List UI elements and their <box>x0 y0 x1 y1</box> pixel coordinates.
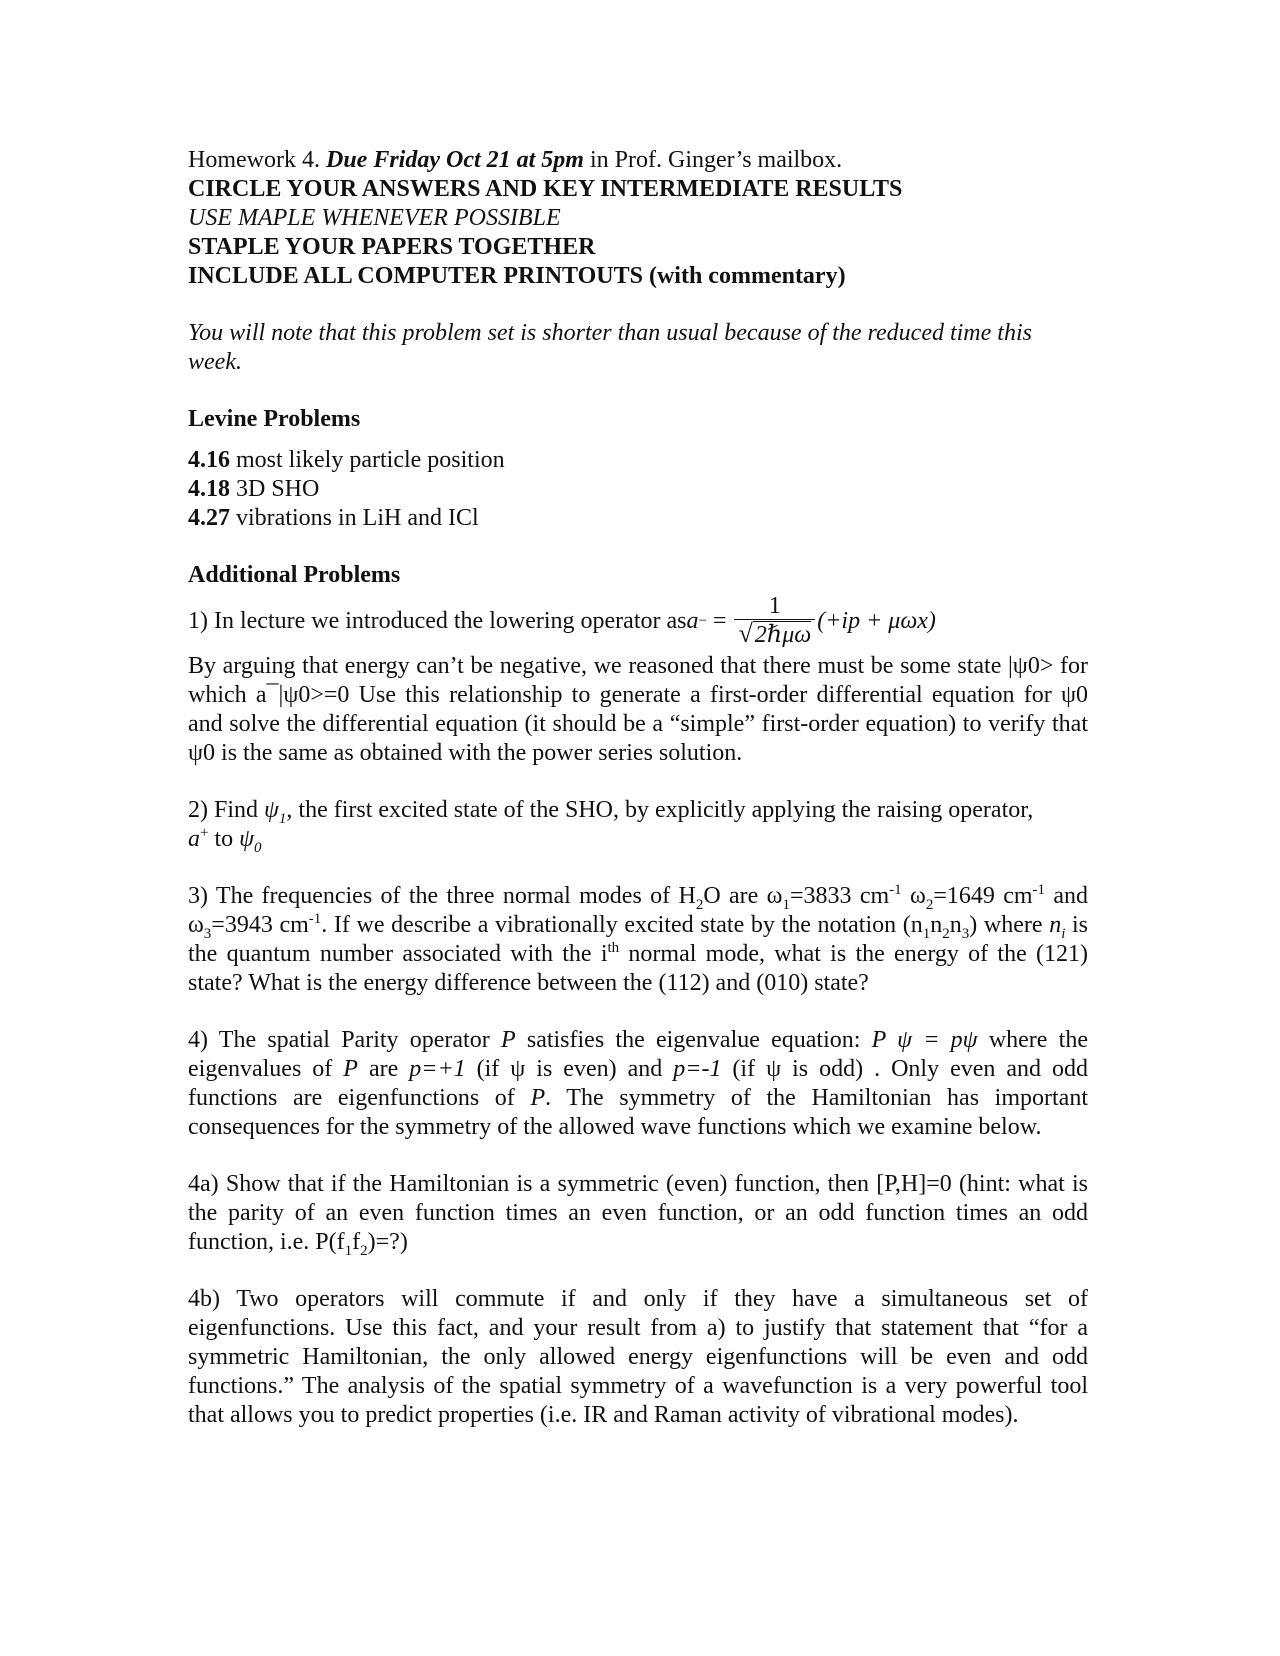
p3-sub: i <box>1061 925 1066 942</box>
problem-2-text: , the first excited state of the SHO, by explicitly applying the raising operator, <box>286 797 1034 823</box>
instruction-printouts <box>188 262 1088 291</box>
p4-text: 4) The spatial Parity operator <box>188 1027 501 1053</box>
levine-item-text: 3D SHO <box>230 476 320 502</box>
p3-text: . If we describe a vibrationally excited state by the notation (n <box>321 912 923 938</box>
levine-item-text: vibrations in LiH and ICl <box>230 505 479 531</box>
problem-3 <box>188 882 1088 998</box>
p3-sup: -1 <box>1032 882 1046 898</box>
p3-ni: n <box>1049 912 1062 938</box>
problem-1-body: By arguing that energy can’t be negative, we reasoned that there must be some state |ψ0> for which a¯|ψ0>=0 Use this relationship to generate a first-order differential equation for ψ0 and solve the differential equation (it should be a “simple” first-order equation) to verify that ψ0 is the same as obtained with the power series solution. <box>188 653 1088 766</box>
problem-2-to: to <box>208 826 240 852</box>
levine-item <box>188 475 1088 504</box>
p4a-sub: 1 <box>344 1242 353 1259</box>
levine-item-number: 4.27 <box>188 505 230 531</box>
sqrt-argument: 2ℏμω <box>754 622 812 648</box>
problem-4 <box>188 1026 1088 1142</box>
p4a-sub: 2 <box>360 1242 368 1259</box>
instruction-printouts-main: INCLUDE ALL COMPUTER PRINTOUTS <box>188 263 643 289</box>
raising-operator-sup: + <box>200 825 209 841</box>
p3-sup: th <box>607 940 620 956</box>
p3-text: n <box>930 912 943 938</box>
instruction-circle: CIRCLE YOUR ANSWERS AND KEY INTERMEDIATE RESULTS <box>188 176 903 202</box>
title-prefix: Homework 4. <box>188 147 326 173</box>
p4a-text: 4a) Show that if the Hamiltonian is a symmetric (even) function, then [P,H]=0 (hint: what is the parity of an even function times an even function, or an odd function times an odd function, i.e. P(f <box>188 1171 1088 1255</box>
p3-sub: 1 <box>922 925 931 942</box>
p3-text: is the quantum number associated with the i <box>188 912 1089 967</box>
p4-text: are <box>357 1056 410 1082</box>
levine-item <box>188 446 1088 475</box>
p4-text: (if ψ is odd) . Only even and odd functions are eigenfunctions of <box>188 1056 1089 1111</box>
shorter-note: You will note that this problem set is shorter than usual because of the reduced time this week. <box>188 320 1032 375</box>
p3-sub: 3 <box>961 925 970 942</box>
parity-symbol: P <box>530 1085 546 1111</box>
operator-rhs: (+ip + μωx) <box>817 607 936 634</box>
instruction-maple: USE MAPLE WHENEVER POSSIBLE <box>188 205 561 231</box>
p4a-text: )=?) <box>367 1229 408 1255</box>
equals-sign: = <box>706 607 733 634</box>
fraction-denominator: √2ℏμω <box>734 619 815 649</box>
levine-heading: Levine Problems <box>188 406 361 432</box>
fraction-numerator: 1 <box>768 593 781 619</box>
homework-page <box>188 146 1088 1430</box>
problem-4a <box>188 1170 1088 1257</box>
title-suffix: in Prof. Ginger’s mailbox. <box>583 147 843 173</box>
problem-4b: 4b) Two operators will commute if and only if they have a simultaneous set of eigenfunctions. Use this fact, and your result from a) to justify that statement that “for a symmetric Hamiltonian, the only allowed energy eigenfunctions will be even and odd functions.” The analysis of the spatial symmetry of a wavefunction is a very powerful tool that allows you to predict properties (i.e. IR and Raman activity of vibrational modes). <box>188 1286 1088 1428</box>
parity-symbol: P <box>343 1056 358 1082</box>
levine-item-text: most likely particle position <box>230 447 505 473</box>
p3-sup: -1 <box>889 882 902 898</box>
p4-text: (if ψ is even) and <box>465 1056 674 1082</box>
p3-text: =3833 cm <box>789 883 890 909</box>
p3-text: and ω <box>188 883 1089 938</box>
problem-1-intro: 1) In lecture we introduced the lowering operator as a − = $\frac{1}{\text{√2ℏμω}}$ (+ip + μωx) <box>188 593 936 648</box>
p4a-text: f <box>352 1229 361 1255</box>
p3-text: normal mode, what is the energy of the (121) state? What is the energy difference between the (112) and (010) state? <box>188 941 1088 996</box>
due-date: Due Friday Oct 21 at 5pm <box>325 147 584 173</box>
eigenvalue-plus: p=+1 <box>409 1056 466 1082</box>
p3-sup: -1 <box>308 911 322 927</box>
title-line <box>188 146 1088 175</box>
parity-eigen-equation: P ψ = pψ <box>871 1027 978 1053</box>
instruction-staple: STAPLE YOUR PAPERS TOGETHER <box>188 234 596 260</box>
psi-symbol: ψ <box>239 826 255 852</box>
levine-item-number: 4.18 <box>188 476 230 502</box>
p3-sub: 2 <box>695 896 704 913</box>
eigenvalue-minus: p=-1 <box>673 1056 722 1082</box>
p3-sub: 2 <box>942 925 950 942</box>
parity-symbol: P <box>500 1027 516 1053</box>
p3-text: ) where <box>969 912 1050 938</box>
p4-text: satisfies the eigenvalue equation: <box>515 1027 872 1053</box>
operator-fraction <box>734 593 815 649</box>
psi-symbol: ψ <box>264 797 279 823</box>
p3-text: =3943 cm <box>211 912 309 938</box>
p3-sub: 3 <box>203 925 212 942</box>
p3-sub: 2 <box>925 896 934 913</box>
p3-text: 3) The frequencies of the three normal modes of H <box>188 883 696 909</box>
problem-2 <box>188 796 1088 854</box>
p3-text: =1649 cm <box>933 883 1033 909</box>
p3-text: n <box>949 912 962 938</box>
p4-text: . The symmetry of the Hamiltonian has important consequences for the symmetry of the allowed wave functions which we examine below. <box>188 1085 1088 1140</box>
lowering-operator-symbol: a <box>686 607 699 634</box>
problem-2-lead: 2) Find <box>188 797 265 823</box>
p4-text: where the eigenvalues of <box>188 1027 1088 1082</box>
p3-sub: 1 <box>782 896 790 913</box>
psi-subscript: 0 <box>254 839 262 856</box>
levine-item-number: 4.16 <box>188 447 230 473</box>
instruction-printouts-note: (with commentary) <box>642 263 846 289</box>
levine-item <box>188 504 1088 533</box>
p3-text: ω <box>901 883 926 909</box>
raising-operator-symbol: a <box>188 826 200 852</box>
psi-subscript: 1 <box>278 810 287 827</box>
additional-heading: Additional Problems <box>188 562 401 588</box>
p3-text: O are ω <box>703 883 783 909</box>
problem-1-lead: 1) In lecture we introduced the lowering operator as <box>188 607 687 634</box>
